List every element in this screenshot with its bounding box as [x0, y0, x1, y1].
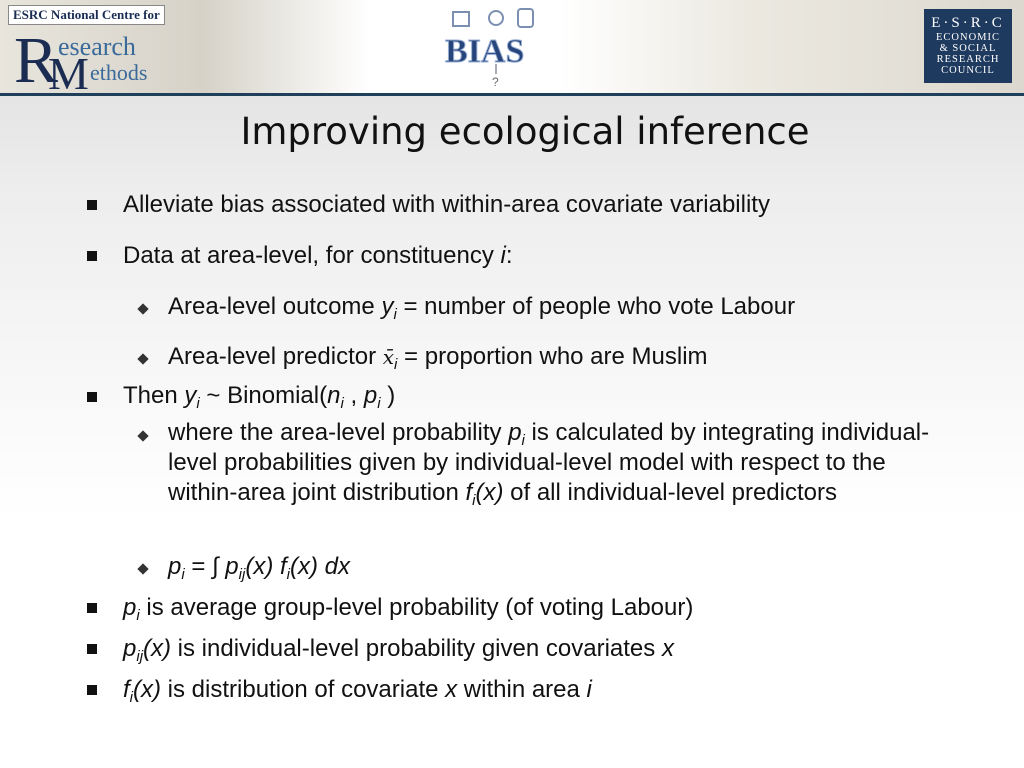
bullet-6-var: x [445, 676, 458, 703]
bullet-3-n: n [327, 382, 341, 409]
bullet-1-text: Alleviate bias associated with within-area covariate variability [123, 191, 770, 218]
sub-4-pij: p [225, 553, 239, 580]
bullet-6-var-2: i [586, 676, 592, 703]
bias-wordmark: BIAS [445, 33, 525, 70]
bullet-2-lead: Data at area-level, for constituency [123, 242, 501, 269]
bullet-3-close: ) [380, 382, 396, 409]
esrc-logo [924, 9, 1012, 83]
ncrm-logo-methods: ethods [90, 60, 148, 85]
sub-3-f-sub: i [472, 492, 476, 509]
bullet-6-body-2: within area [457, 676, 587, 703]
sub-1-eq: = [396, 293, 425, 320]
bias-question: ? [492, 75, 499, 89]
bias-circle-icon [489, 11, 503, 25]
diamond-bullet-icon [137, 353, 148, 364]
sub-2-eq: = [397, 343, 425, 370]
sub-4-pij-sub: ij [238, 566, 246, 583]
bullet-3-p: p [363, 382, 378, 409]
bullet-3-n-sub: i [340, 395, 344, 412]
sub-4-f-sub: i [286, 566, 290, 583]
bullet-2-tail: : [505, 242, 513, 269]
bullet-4-body: is average group-level probability (of voting Labour) [139, 594, 694, 621]
sub-3-part-b: is calculated by integrating individual-level probabilities given by individual-level model with respect to the within-area joint distribution [168, 419, 930, 506]
square-bullet-icon [87, 685, 97, 695]
sub-1-var: y [381, 293, 394, 320]
esrc-logo-line: COUNCIL [941, 65, 995, 76]
sub-4-p: p [168, 553, 182, 580]
sub-3-fx: (x) [475, 479, 504, 506]
square-bullet-icon [87, 644, 97, 654]
sub-4-x1: (x) [245, 553, 280, 580]
bullet-3-lead: Then [123, 382, 185, 409]
bias-rounded-icon [518, 9, 533, 27]
sub-bullet-1-text [168, 293, 795, 321]
sub-4-p-sub: i [181, 566, 185, 583]
bullet-2-var: i [500, 242, 506, 269]
esrc-logo-line: & SOCIAL [939, 43, 997, 54]
bias-square-icon [453, 12, 469, 26]
sub-3-p: p [508, 419, 522, 446]
bullet-5-body: is individual-level probability given covariates [171, 635, 662, 662]
sub-3-p-sub: i [521, 432, 525, 449]
bullet-3-p-sub: i [377, 395, 381, 412]
ncrm-logo-research: esearch [58, 32, 136, 61]
header-banner [0, 0, 1024, 96]
sub-4-integral: = ∫ [184, 553, 226, 580]
sub-2-var: x̄ [382, 345, 395, 369]
diamond-bullet-icon [137, 563, 148, 574]
sub-4-x2: (x) dx [290, 553, 350, 580]
square-bullet-icon [87, 200, 97, 210]
bullet-4-p-sub: i [136, 607, 140, 624]
sub-3-f: f [465, 479, 473, 506]
esrc-logo-line: ECONOMIC [935, 32, 1000, 43]
bullet-6-x: (x) [133, 676, 161, 703]
ncrm-logo-m: M [48, 48, 89, 92]
sub-1-tail: number of people who vote Labour [424, 293, 796, 320]
slide-title: Improving ecological inference [240, 110, 810, 153]
square-bullet-icon [87, 251, 97, 261]
ncrm-logo [14, 22, 214, 92]
bullet-3-y: y [184, 382, 197, 409]
bullet-5-var: x [661, 635, 674, 662]
bullet-6-f-sub: i [129, 689, 134, 706]
bullet-5-x: (x) [143, 635, 172, 662]
sub-1-lead: Area-level outcome [168, 293, 382, 320]
bullet-2-text [123, 242, 513, 270]
ncrm-logo-r: R [14, 24, 59, 92]
bullet-6-f: f [123, 676, 130, 703]
bullet-5-p-sub: ij [136, 648, 144, 665]
sub-3-part-c: of all individual-level predictors [503, 479, 837, 506]
sub-2-var-sub: i [394, 356, 398, 373]
bullet-3-text [123, 382, 395, 410]
sub-3-part-a: where the area-level probability [168, 419, 509, 446]
sub-bullet-4-text [168, 553, 350, 581]
ncrm-caption: ESRC National Centre for [8, 5, 165, 25]
bullet-3-comma: , [343, 382, 364, 409]
bullet-6-body: is distribution of covariate [161, 676, 446, 703]
sub-bullet-3-text [168, 418, 948, 508]
square-bullet-icon [87, 603, 97, 613]
bullet-4-p: p [123, 594, 137, 621]
bullet-5-p: p [123, 635, 137, 662]
bullet-6-text [123, 676, 592, 704]
diamond-bullet-icon [137, 303, 148, 314]
esrc-logo-title: E·S·R·C [931, 15, 1005, 31]
diamond-bullet-icon [137, 430, 148, 441]
esrc-logo-line: RESEARCH [936, 54, 1000, 65]
sub-bullet-2-text [168, 343, 708, 371]
bullet-5-text [123, 635, 674, 663]
square-bullet-icon [87, 392, 97, 402]
bullet-3-y-sub: i [196, 395, 200, 412]
sub-2-lead: Area-level predictor [168, 343, 383, 370]
sub-1-var-sub: i [393, 306, 397, 323]
bullet-3-binomial: ~ Binomial( [199, 382, 328, 409]
sub-2-tail: proportion who are Muslim [424, 343, 708, 370]
bias-logo [440, 4, 550, 89]
sub-4-f: f [279, 553, 287, 580]
bullet-4-text [123, 594, 693, 622]
